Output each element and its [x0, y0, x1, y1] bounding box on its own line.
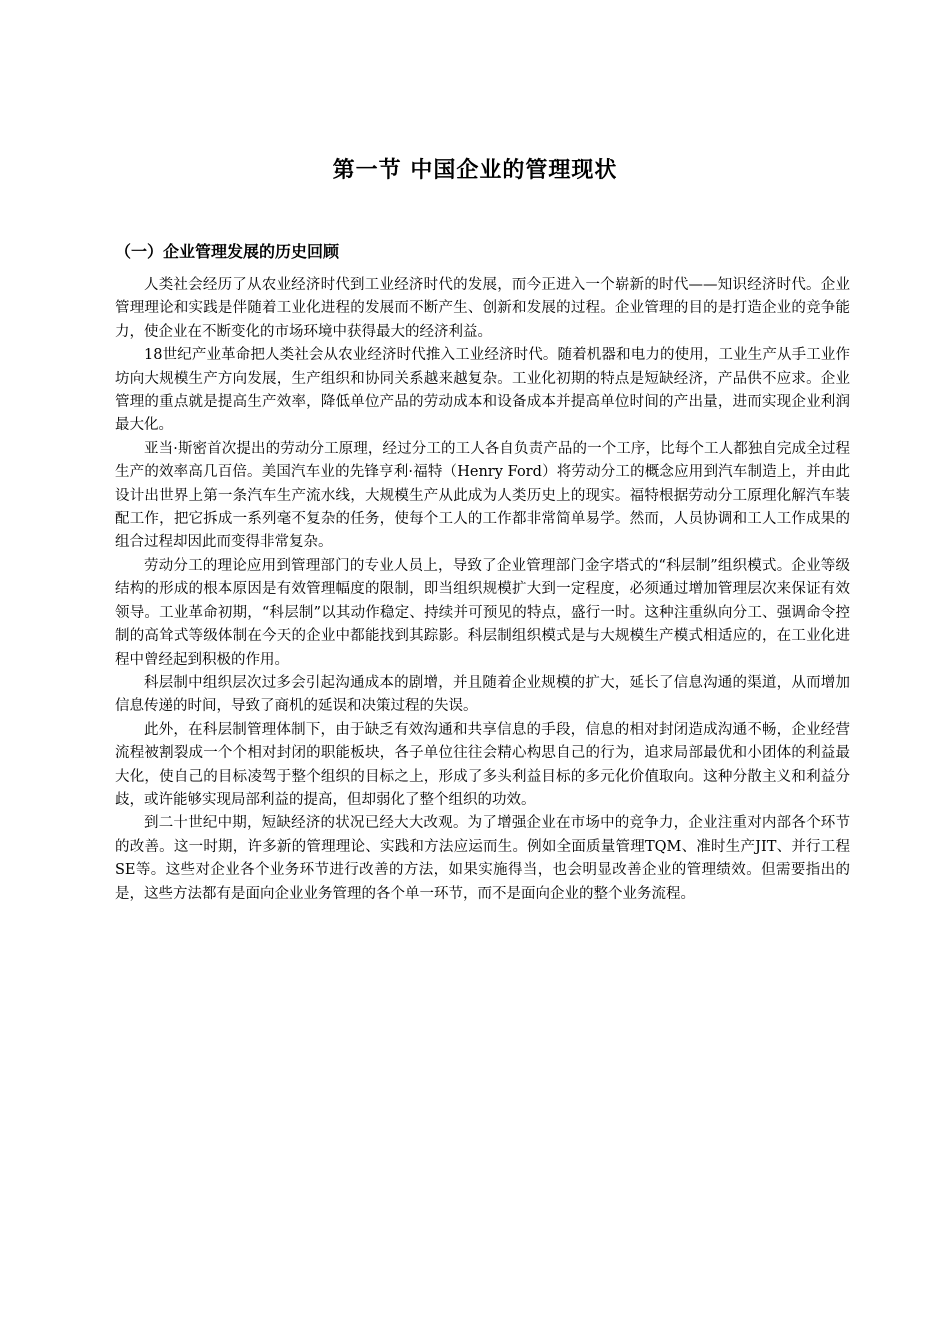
paragraph: 到二十世纪中期，短缺经济的状况已经大大改观。为了增强企业在市场中的竞争力，企业注重对内部各个环节的改善。这一时期，许多新的管理理论、实践和方法应运而生。例如全面质量管理TQM、准时生产JIT、并行工程SE等。这些对企业各个业务环节进行改善的方法，如果实施得当，也会明显改善企业的管理绩效。但需要指出的是，这些方法都有是面向企业业务管理的各个单一环节，而不是面向企业的整个业务流程。 — [115, 815, 850, 902]
paragraph: 此外，在科层制管理体制下，由于缺乏有效沟通和共享信息的手段，信息的相对封闭造成沟通不畅，企业经营流程被割裂成一个个相对封闭的职能板块，各子单位往往会精心构思自己的行为，追求局部最优和小团体的利益最大化，使自己的目标凌驾于整个组织的目标之上，形成了多头利益目标的多元化价值取向。这种分散主义和利益分歧，或许能够实现局部利益的提高，但却弱化了整个组织的功效。 — [115, 721, 850, 808]
section-heading: （一）企业管理发展的历史回顾 — [115, 242, 340, 261]
body-text — [115, 274, 850, 906]
page-title: 第一节 中国企业的管理现状 — [332, 158, 618, 183]
paragraph: 亚当·斯密首次提出的劳动分工原理，经过分工的工人各自负责产品的一个工序，比每个工人都独自完成全过程生产的效率高几百倍。美国汽车业的先锋亨利·福特（Henry Ford）将劳动分工的概念应用到汽车制造上，并由此设计出世界上第一条汽车生产流水线，大规模生产从此成为人类历史上的现实。福特根据劳动分工原理化解汽车装配工作，把它拆成一系列毫不复杂的任务，使每个工人的工作都非常简单易学。然而，人员协调和工人工作成果的组合过程却因此而变得非常复杂。 — [115, 440, 850, 551]
paragraph: 18世纪产业革命把人类社会从农业经济时代推入工业经济时代。随着机器和电力的使用，工业生产从手工业作坊向大规模生产方向发展，生产组织和协同关系越来越复杂。工业化初期的特点是短缺经济，产品供不应求。企业管理的重点就是提高生产效率，降低单位产品的劳动成本和设备成本并提高单位时间的产出量，进而实现企业利润最大化。 — [115, 347, 850, 434]
paragraph: 科层制中组织层次过多会引起沟通成本的剧增，并且随着企业规模的扩大，延长了信息沟通的渠道，从而增加信息传递的时间，导致了商机的延误和决策过程的失误。 — [115, 674, 850, 715]
paragraph: 劳动分工的理论应用到管理部门的专业人员上，导致了企业管理部门金字塔式的“科层制”组织模式。企业等级结构的形成的根本原因是有效管理幅度的限制，即当组织规模扩大到一定程度，必须通过增加管理层次来保证有效领导。工业革命初期，“科层制”以其动作稳定、持续并可预见的特点，盛行一时。这种注重纵向分工、强调命令控制的高耸式等级体制在今天的企业中都能找到其踪影。科层制组织模式是与大规模生产模式相适应的，在工业化进程中曾经起到积极的作用。 — [115, 557, 850, 668]
paragraph: 人类社会经历了从农业经济时代到工业经济时代的发展，而今正进入一个崭新的时代——知识经济时代。企业管理理论和实践是伴随着工业化进程的发展而不断产生、创新和发展的过程。企业管理的目的是打造企业的竞争能力，使企业在不断变化的市场环境中获得最大的经济利益。 — [115, 277, 850, 340]
